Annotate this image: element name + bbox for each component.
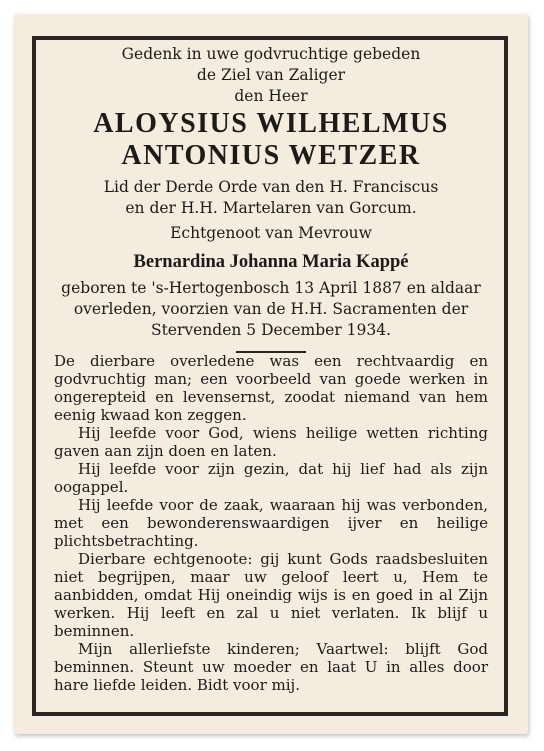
spouse-intro: Echtgenoot van Mevrouw <box>170 224 372 242</box>
paragraph-family: Hij leefde voor zijn gezin, dat hij lief had als zijn oogappel. <box>54 460 488 496</box>
spouse-name: Bernardina Johanna Maria Kappé <box>133 252 409 272</box>
soul-line: de Ziel van Zaliger <box>196 66 346 84</box>
memorial-text <box>54 352 488 694</box>
paragraph-spouse: Dierbare echtgenoote: gij kunt Gods raadsbesluiten niet begrijpen, maar uw geloof leert u, Hem te aanbidden, omdat Hij oneindig wijs is en goed in al Zijn werken. Hij leeft en zal u niet verlaten. Ik blijf u beminnen. <box>54 550 488 640</box>
memorial-header <box>14 44 528 353</box>
paragraph-children: Mijn allerliefste kinderen; Vaartwel: blijft God beminnen. Steunt uw moeder en laat U in alles door hare liefde leiden. Bidt voor mij. <box>54 640 488 694</box>
prayer-request-line: Gedenk in uwe godvruchtige gebeden <box>121 45 421 63</box>
order-membership-line-2: en der H.H. Martelaren van Gorcum. <box>125 199 417 217</box>
order-membership-line-1: Lid der Derde Orde van den H. Franciscus <box>103 178 439 196</box>
birth-death-line-3: Stervenden 5 December 1934. <box>150 321 392 339</box>
paragraph-character: De dierbare overledene was een rechtvaardig en godvruchtig man; een voorbeeld van goede werken in ongerepteid en levensernst, zoodat niemand van hem eenig kwaad kon zeggen. <box>54 352 488 424</box>
memorial-card <box>14 14 528 734</box>
paragraph-god: Hij leefde voor God, wiens heilige wetten richting gaven aan zijn doen en laten. <box>54 424 488 460</box>
title-line: den Heer <box>234 87 308 105</box>
birth-death-line-1: geboren te 's-Hertogenbosch 13 April 1887 en aldaar <box>61 279 481 297</box>
birth-death-line-2: overleden, voorzien van de H.H. Sacramenten der <box>73 300 469 318</box>
deceased-name-line-1: ALOYSIUS WILHELMUS <box>93 108 449 139</box>
deceased-name-line-2: ANTONIUS WETZER <box>121 140 421 171</box>
paragraph-work: Hij leefde voor de zaak, waaraan hij was verbonden, met een bewonderenswaardigen ijver en heilige plichtsbetrachting. <box>54 496 488 550</box>
